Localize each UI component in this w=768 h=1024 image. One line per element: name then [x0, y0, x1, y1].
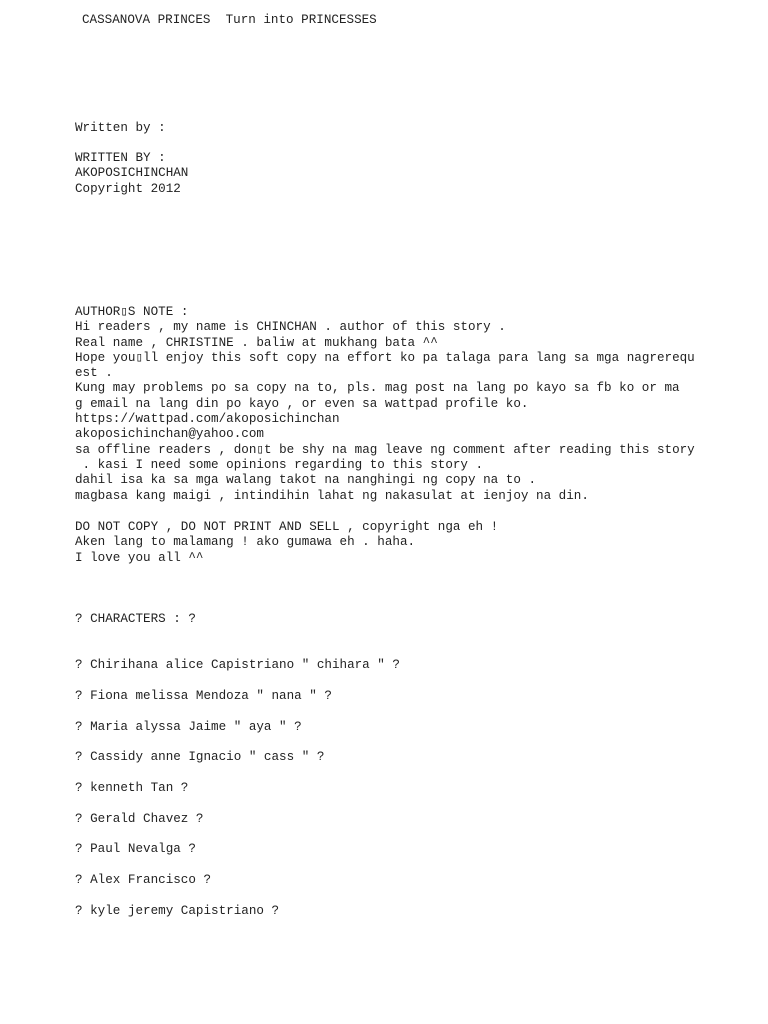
authors-note-line: magbasa kang maigi , intindihin lahat ng nakasulat at ienjoy na din. — [75, 488, 589, 503]
authors-note-line: . kasi I need some opinions regarding to this story . — [75, 457, 484, 472]
character-item: ? Fiona melissa Mendoza " nana " ? — [75, 689, 332, 703]
character-item: ? Chirihana alice Capistriano " chihara " ? — [75, 658, 400, 672]
authors-note-line: g email na lang din po kayo , or even sa wattpad profile ko. — [75, 396, 529, 411]
authors-note-line: sa offline readers , don▯t be shy na mag leave ng comment after reading this story — [75, 442, 695, 457]
document-title: CASSANOVA PRINCES Turn into PRINCESSES — [82, 13, 377, 27]
character-item: ? Gerald Chavez ? — [75, 812, 204, 826]
character-item: ? Alex Francisco ? — [75, 873, 212, 887]
character-item: ? kyle jeremy Capistriano ? — [75, 904, 280, 918]
closing-note-block — [75, 520, 498, 566]
authors-note-block — [75, 305, 695, 504]
character-item: ? Cassidy anne Ignacio " cass " ? — [75, 750, 325, 764]
authors-note-line: Hope you▯ll enjoy this soft copy na effort ko pa talaga para lang sa mga nagrerequ — [75, 350, 695, 365]
credits-line: WRITTEN BY : — [75, 151, 166, 165]
wattpad-link-text: https://wattpad.com/akoposichinchan — [75, 412, 340, 427]
authors-note-line: Hi readers , my name is CHINCHAN . author of this story . — [75, 320, 506, 335]
authors-note-line: Real name , CHRISTINE . baliw at mukhang bata ^^ — [75, 335, 438, 350]
characters-heading: ? CHARACTERS : ? — [75, 612, 196, 626]
closing-note-line: Aken lang to malamang ! ako gumawa eh . haha. — [75, 535, 416, 550]
credits-line: AKOPOSICHINCHAN — [75, 166, 189, 181]
authors-note-line: Kung may problems po sa copy na to, pls. mag post na lang po kayo sa fb ko or ma — [75, 381, 680, 396]
closing-note-line: DO NOT COPY , DO NOT PRINT AND SELL , copyright nga eh ! — [75, 520, 499, 534]
character-item: ? Maria alyssa Jaime " aya " ? — [75, 720, 302, 734]
credits-line: Copyright 2012 — [75, 181, 181, 196]
authors-note-line: dahil isa ka sa mga walang takot na nanghingi ng copy na to . — [75, 473, 537, 488]
credits-block — [75, 151, 188, 197]
character-item: ? Paul Nevalga ? — [75, 842, 196, 856]
authors-note-line: est . — [75, 366, 113, 381]
character-item: ? kenneth Tan ? — [75, 781, 189, 795]
written-by-heading: Written by : — [75, 121, 166, 135]
closing-note-line: I love you all ^^ — [75, 550, 204, 565]
authors-note-line: AUTHOR▯S NOTE : — [75, 305, 189, 319]
email-address-text: akoposichinchan@yahoo.com — [75, 427, 264, 442]
